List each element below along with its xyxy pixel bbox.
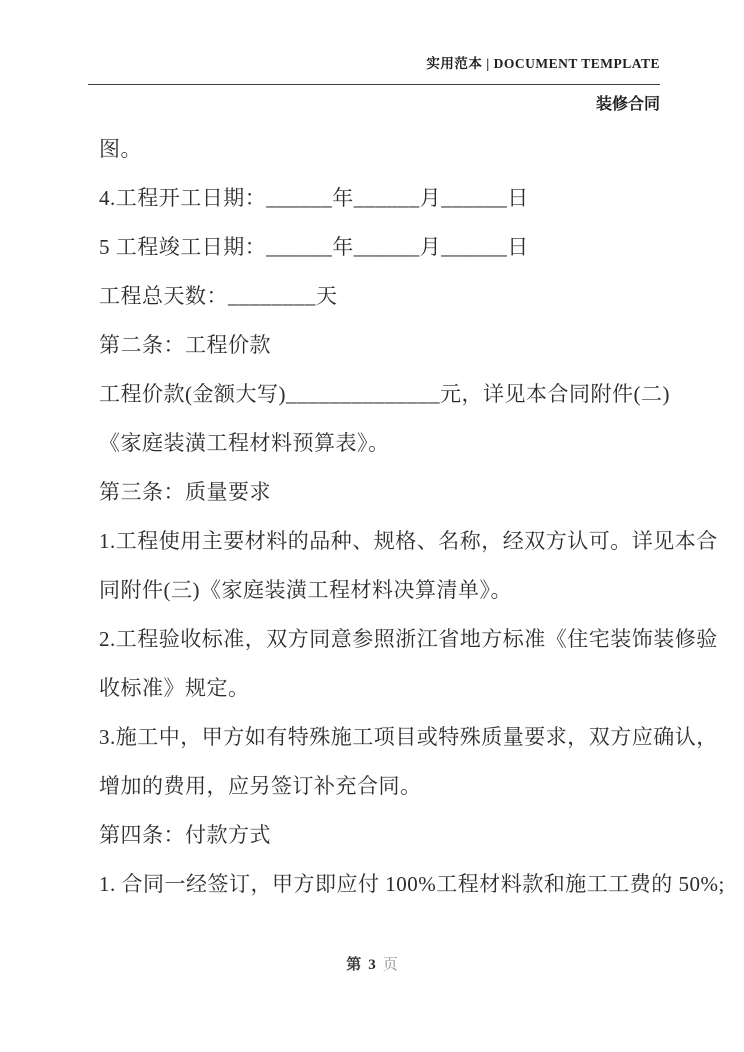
document-line: 5 工程竣工日期：______年______月______日	[99, 234, 529, 259]
page-number-suffix: 页	[382, 957, 398, 973]
document-line: 1.工程使用主要材料的品种、规格、名称，经双方认可。详见本合	[99, 528, 718, 553]
document-type-label: 装修合同	[595, 96, 660, 113]
header-brand-text: 实用范本 | DOCUMENT TEMPLATE	[426, 56, 660, 71]
header-divider-rule	[88, 84, 660, 85]
document-line: 增加的费用，应另签订补充合同。	[99, 773, 422, 798]
document-line: 3.施工中，甲方如有特殊施工项目或特殊质量要求，双方应确认，	[99, 724, 718, 749]
document-line: 《家庭装潢工程材料预算表》。	[99, 430, 390, 455]
document-line: 第二条：工程价款	[99, 332, 271, 357]
page-number-prefix: 第	[346, 957, 362, 973]
document-line: 2.工程验收标准，双方同意参照浙江省地方标准《住宅装饰装修验	[99, 626, 718, 651]
document-line: 工程价款(金额大写)______________元，详见本合同附件(二)	[99, 381, 670, 406]
document-line: 图。	[99, 136, 142, 161]
document-line: 4.工程开工日期：______年______月______日	[99, 185, 529, 210]
page-number-footer	[0, 953, 744, 974]
document-line: 1. 合同一经签订，甲方即应付 100%工程材料款和施工工费的 50%;	[99, 871, 725, 896]
document-line: 工程总天数：________天	[99, 283, 338, 308]
document-line: 同附件(三)《家庭装潢工程材料决算清单》。	[99, 577, 512, 602]
document-line: 收标准》规定。	[99, 675, 250, 700]
document-line: 第三条：质量要求	[99, 479, 271, 504]
contract-body	[99, 123, 725, 907]
page-number-value: 3	[368, 957, 376, 973]
document-line: 第四条：付款方式	[99, 822, 271, 847]
